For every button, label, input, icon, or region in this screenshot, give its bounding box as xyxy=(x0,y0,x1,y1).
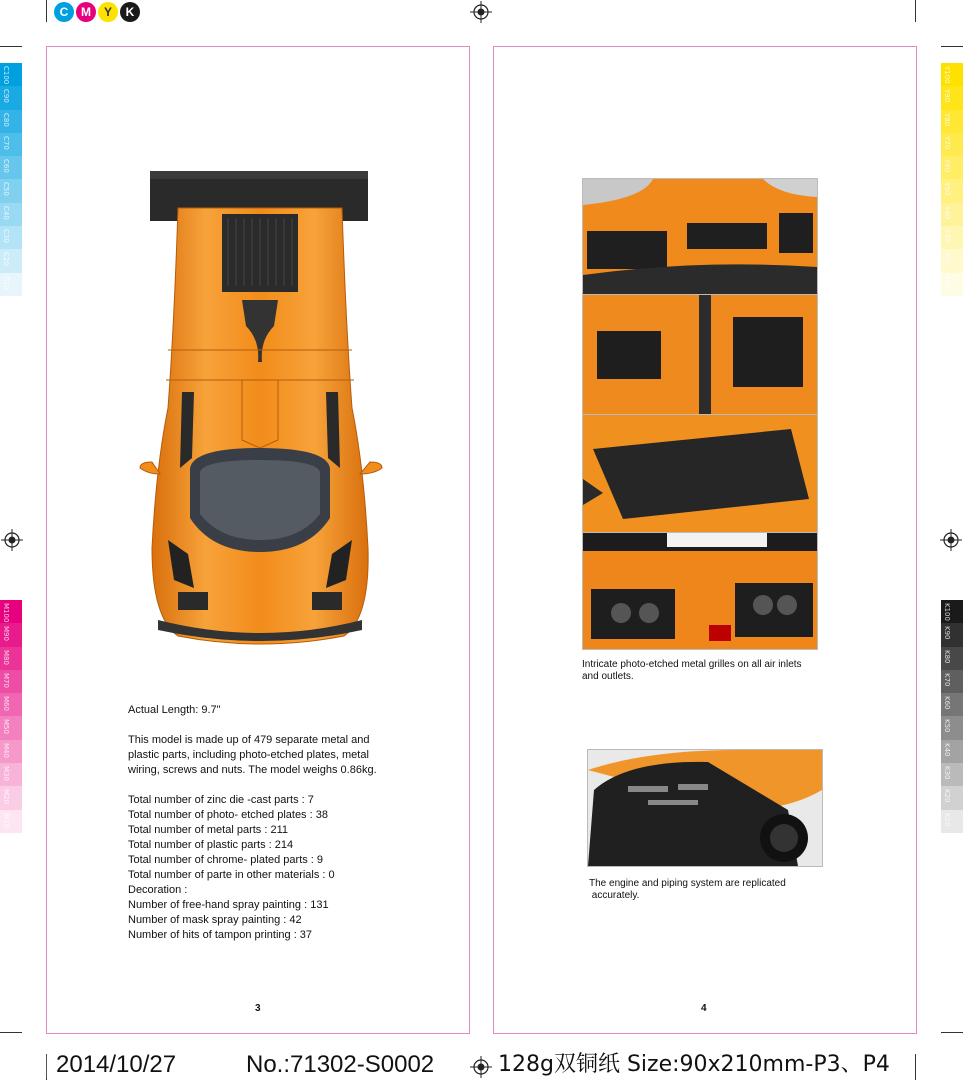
swatch-label: Y60 xyxy=(943,159,951,173)
color-swatch xyxy=(0,249,22,272)
front-grille-photo xyxy=(582,178,818,296)
swatch-label: K20 xyxy=(943,789,951,803)
color-swatch xyxy=(0,600,22,623)
color-swatch xyxy=(941,763,963,786)
color-swatch xyxy=(0,740,22,763)
color-swatch xyxy=(0,86,22,109)
color-swatch xyxy=(941,226,963,249)
swatch-label: Y20 xyxy=(943,252,951,266)
cyan-color-bar xyxy=(0,63,22,296)
crop-mark xyxy=(915,1054,916,1080)
parts-count-line: Total number of metal parts : 211 xyxy=(128,824,288,836)
color-swatch xyxy=(0,110,22,133)
rear-exhaust-photo xyxy=(582,532,818,650)
crop-mark xyxy=(915,0,916,22)
swatch-label: M80 xyxy=(2,649,10,665)
color-swatch xyxy=(941,623,963,646)
color-swatch xyxy=(0,623,22,646)
color-swatch xyxy=(0,693,22,716)
color-swatch xyxy=(941,600,963,623)
swatch-label: Y80 xyxy=(943,112,951,126)
logo-k: K xyxy=(120,2,140,22)
decoration-heading: Decoration : xyxy=(128,884,188,896)
color-swatch xyxy=(0,179,22,202)
swatch-label: C70 xyxy=(2,135,10,150)
registration-mark-icon xyxy=(940,529,962,551)
footer-date: 2014/10/27 xyxy=(56,1051,177,1078)
color-swatch xyxy=(941,203,963,226)
color-swatch xyxy=(0,647,22,670)
side-intake-photo xyxy=(582,294,818,416)
description-line: This model is made up of 479 separate metal and xyxy=(128,734,370,746)
color-swatch xyxy=(941,249,963,272)
color-swatch xyxy=(0,810,22,833)
decoration-line: Number of free-hand spray painting : 131 xyxy=(128,899,329,911)
color-swatch xyxy=(941,179,963,202)
swatch-label: K60 xyxy=(943,696,951,710)
color-swatch xyxy=(0,273,22,296)
swatch-label: K30 xyxy=(943,766,951,780)
model-specifications xyxy=(128,703,428,943)
logo-y: Y xyxy=(98,2,118,22)
yellow-color-bar xyxy=(941,63,963,296)
swatch-label: K80 xyxy=(943,649,951,664)
caption-line: accurately. xyxy=(589,890,640,901)
color-swatch xyxy=(0,133,22,156)
description-line: plastic parts, including photo-etched plates, metal xyxy=(128,749,369,761)
swatch-label: C50 xyxy=(2,182,10,197)
color-swatch xyxy=(941,273,963,296)
registration-mark-icon xyxy=(470,1,492,23)
swatch-label: K100 xyxy=(943,603,951,621)
color-swatch xyxy=(0,716,22,739)
magenta-color-bar xyxy=(0,600,22,833)
swatch-label: K70 xyxy=(943,672,951,687)
color-swatch xyxy=(0,203,22,226)
car-top-view-illustration xyxy=(138,168,384,652)
swatch-label: K10 xyxy=(943,812,951,827)
parts-count-line: Total number of parte in other materials : 0 xyxy=(128,869,335,881)
color-swatch xyxy=(0,226,22,249)
caption-engine xyxy=(589,878,786,902)
swatch-label: C40 xyxy=(2,205,10,220)
color-swatch xyxy=(941,810,963,833)
swatch-label: C30 xyxy=(2,229,10,243)
logo-c: C xyxy=(54,2,74,22)
engine-vent-photo xyxy=(582,414,818,534)
swatch-label: Y40 xyxy=(943,205,951,219)
swatch-label: K90 xyxy=(943,626,951,640)
swatch-label: Y90 xyxy=(943,89,951,103)
actual-length: Actual Length: 9.7" xyxy=(128,704,221,716)
registration-mark-icon xyxy=(470,1056,492,1078)
caption-grilles xyxy=(582,659,802,683)
parts-count-line: Total number of photo- etched plates : 38 xyxy=(128,809,328,821)
swatch-label: K50 xyxy=(943,719,951,733)
crop-mark xyxy=(0,46,22,47)
crop-mark xyxy=(941,1032,963,1033)
registration-mark-icon xyxy=(1,529,23,551)
swatch-label: K40 xyxy=(943,742,951,757)
swatch-label: C90 xyxy=(2,89,10,104)
page-number-left: 3 xyxy=(255,1003,261,1014)
swatch-label: M60 xyxy=(2,696,10,712)
swatch-label: Y10 xyxy=(943,275,951,289)
swatch-label: M10 xyxy=(2,812,10,828)
color-swatch xyxy=(941,647,963,670)
footer-number: No.:71302-S0002 xyxy=(246,1051,435,1078)
parts-count-line: Total number of zinc die -cast parts : 7 xyxy=(128,794,314,806)
swatch-label: Y50 xyxy=(943,182,951,196)
caption-line: and outlets. xyxy=(582,671,634,682)
black-color-bar xyxy=(941,600,963,833)
crop-mark xyxy=(941,46,963,47)
swatch-label: C20 xyxy=(2,252,10,267)
footer-paper-size: 128g双铜纸 Size:90x210mm-P3、P4 xyxy=(498,1052,890,1077)
color-swatch xyxy=(941,740,963,763)
color-swatch xyxy=(941,86,963,109)
decoration-line: Number of mask spray painting : 42 xyxy=(128,914,302,926)
color-swatch xyxy=(941,133,963,156)
swatch-label: M20 xyxy=(2,789,10,805)
swatch-label: M100 xyxy=(2,603,10,623)
parts-count-line: Total number of plastic parts : 214 xyxy=(128,839,294,851)
color-swatch xyxy=(0,786,22,809)
swatch-label: M30 xyxy=(2,766,10,782)
page-number-right: 4 xyxy=(701,1003,707,1014)
color-swatch xyxy=(941,63,963,86)
color-swatch xyxy=(941,786,963,809)
logo-m: M xyxy=(76,2,96,22)
swatch-label: Y30 xyxy=(943,229,951,243)
swatch-label: Y100 xyxy=(943,66,951,84)
swatch-label: C60 xyxy=(2,159,10,173)
parts-count-line: Total number of chrome- plated parts : 9 xyxy=(128,854,324,866)
color-swatch xyxy=(0,156,22,179)
swatch-label: Y70 xyxy=(943,135,951,150)
caption-line: Intricate photo-etched metal grilles on all air inlets xyxy=(582,659,802,670)
engine-bay-photo xyxy=(587,749,823,867)
crop-mark xyxy=(0,1032,22,1033)
swatch-label: M50 xyxy=(2,719,10,735)
color-swatch xyxy=(941,156,963,179)
swatch-label: C10 xyxy=(2,275,10,290)
color-swatch xyxy=(0,763,22,786)
footer-separator xyxy=(46,1054,47,1078)
swatch-label: M40 xyxy=(2,742,10,758)
color-swatch xyxy=(941,693,963,716)
swatch-label: M90 xyxy=(2,626,10,642)
color-swatch xyxy=(941,670,963,693)
swatch-label: C80 xyxy=(2,112,10,127)
swatch-label: M70 xyxy=(2,672,10,688)
description-line: wiring, screws and nuts. The model weighs 0.86kg. xyxy=(128,764,377,776)
color-swatch xyxy=(941,716,963,739)
swatch-label: C100 xyxy=(2,66,10,85)
cmyk-logo xyxy=(54,2,140,22)
caption-line: The engine and piping system are replicated xyxy=(589,878,786,889)
color-swatch xyxy=(941,110,963,133)
crop-mark xyxy=(46,0,47,22)
color-swatch xyxy=(0,63,22,86)
decoration-line: Number of hits of tampon printing : 37 xyxy=(128,929,313,941)
color-swatch xyxy=(0,670,22,693)
